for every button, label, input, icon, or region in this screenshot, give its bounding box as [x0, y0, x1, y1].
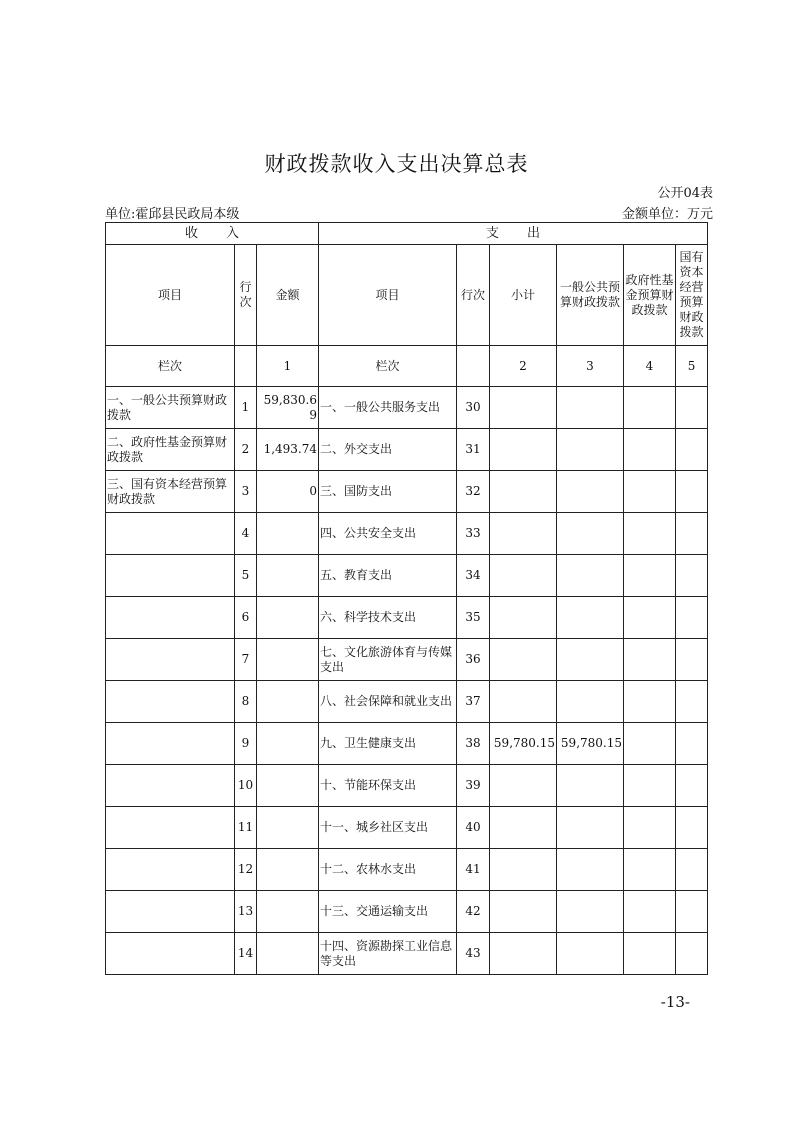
expense-row-no-cell: 32 — [457, 471, 490, 513]
general-budget-cell — [557, 597, 624, 639]
expense-row-no-cell: 30 — [457, 387, 490, 429]
income-item-cell: 二、政府性基金预算财政拨款 — [106, 429, 235, 471]
fund-budget-cell — [624, 849, 676, 891]
header-income-item: 项目 — [106, 245, 235, 346]
budget-summary-table — [105, 222, 708, 975]
col-empty — [235, 346, 257, 387]
header-income-row-no: 行次 — [235, 245, 257, 346]
fund-budget-cell — [624, 639, 676, 681]
expense-row-no-cell: 37 — [457, 681, 490, 723]
fund-budget-cell — [624, 891, 676, 933]
table-row — [106, 387, 708, 429]
expense-row-no-cell: 41 — [457, 849, 490, 891]
income-amount-cell — [257, 639, 319, 681]
income-amount-cell: 59,830.69 — [257, 387, 319, 429]
table-row — [106, 765, 708, 807]
fund-budget-cell — [624, 387, 676, 429]
expense-section-label: 支出 — [486, 226, 569, 241]
table-row — [106, 597, 708, 639]
fund-budget-cell — [624, 723, 676, 765]
page-title: 财政拨款收入支出决算总表 — [264, 152, 529, 176]
income-row-no-cell: 10 — [235, 765, 257, 807]
section-header-row — [106, 223, 708, 245]
fund-budget-cell — [624, 429, 676, 471]
general-budget-cell — [557, 933, 624, 975]
expense-row-no-cell: 36 — [457, 639, 490, 681]
table-row — [106, 891, 708, 933]
subtotal-cell — [490, 597, 557, 639]
state-capital-cell — [676, 807, 708, 849]
amount-unit: 金额单位：万元 — [621, 207, 713, 222]
income-amount-cell: 0 — [257, 471, 319, 513]
income-row-no-cell: 14 — [235, 933, 257, 975]
subtotal-cell — [490, 513, 557, 555]
expense-item-cell: 十、节能环保支出 — [319, 765, 457, 807]
income-amount-cell — [257, 723, 319, 765]
expense-row-no-cell: 33 — [457, 513, 490, 555]
subtotal-cell — [490, 429, 557, 471]
income-amount-cell — [257, 807, 319, 849]
income-amount-cell — [257, 555, 319, 597]
table-row — [106, 807, 708, 849]
income-section-header — [106, 223, 319, 245]
col-number-2: 2 — [490, 346, 557, 387]
income-amount-cell — [257, 891, 319, 933]
expense-row-no-cell: 34 — [457, 555, 490, 597]
income-amount-cell — [257, 513, 319, 555]
general-budget-cell — [557, 429, 624, 471]
header-subtotal: 小计 — [490, 245, 557, 346]
fund-budget-cell — [624, 471, 676, 513]
income-amount-cell — [257, 597, 319, 639]
income-section-label: 收入 — [184, 226, 267, 241]
header-expense-row-no: 行次 — [457, 245, 490, 346]
expense-row-no-cell: 35 — [457, 597, 490, 639]
general-budget-cell — [557, 765, 624, 807]
subtotal-cell — [490, 471, 557, 513]
table-row — [106, 555, 708, 597]
income-row-no-cell: 7 — [235, 639, 257, 681]
expense-section-header — [319, 223, 708, 245]
income-row-no-cell: 9 — [235, 723, 257, 765]
fund-budget-cell — [624, 513, 676, 555]
column-header-row — [106, 245, 708, 346]
table-row — [106, 723, 708, 765]
expense-item-cell: 十二、农林水支出 — [319, 849, 457, 891]
general-budget-cell — [557, 639, 624, 681]
general-budget-cell — [557, 513, 624, 555]
income-amount-cell — [257, 681, 319, 723]
state-capital-cell — [676, 849, 708, 891]
fund-budget-cell — [624, 555, 676, 597]
state-capital-cell — [676, 597, 708, 639]
table-row — [106, 933, 708, 975]
general-budget-cell — [557, 555, 624, 597]
state-capital-cell — [676, 891, 708, 933]
expense-row-no-cell: 40 — [457, 807, 490, 849]
header-fund-budget: 政府性基金预算财政拨款 — [624, 245, 676, 346]
col-number-5: 5 — [676, 346, 708, 387]
column-number-row — [106, 346, 708, 387]
state-capital-cell — [676, 555, 708, 597]
income-item-cell — [106, 555, 235, 597]
expense-item-cell: 一、一般公共服务支出 — [319, 387, 457, 429]
income-item-cell — [106, 765, 235, 807]
fund-budget-cell — [624, 765, 676, 807]
income-row-no-cell: 2 — [235, 429, 257, 471]
subtotal-cell — [490, 933, 557, 975]
fund-budget-cell — [624, 933, 676, 975]
col-number-3: 3 — [557, 346, 624, 387]
expense-item-cell: 六、科学技术支出 — [319, 597, 457, 639]
expense-item-cell: 七、文化旅游体育与传媒支出 — [319, 639, 457, 681]
subtotal-cell — [490, 849, 557, 891]
expense-row-no-cell: 42 — [457, 891, 490, 933]
general-budget-cell — [557, 471, 624, 513]
col-empty — [457, 346, 490, 387]
expense-item-cell: 十三、交通运输支出 — [319, 891, 457, 933]
state-capital-cell — [676, 723, 708, 765]
income-row-no-cell: 3 — [235, 471, 257, 513]
expense-row-no-cell: 39 — [457, 765, 490, 807]
general-budget-cell — [557, 387, 624, 429]
income-row-no-cell: 12 — [235, 849, 257, 891]
subtotal-cell — [490, 555, 557, 597]
income-row-no-cell: 1 — [235, 387, 257, 429]
income-row-no-cell: 11 — [235, 807, 257, 849]
table-row — [106, 513, 708, 555]
general-budget-cell — [557, 807, 624, 849]
state-capital-cell — [676, 429, 708, 471]
expense-item-cell: 三、国防支出 — [319, 471, 457, 513]
state-capital-cell — [676, 765, 708, 807]
state-capital-cell — [676, 933, 708, 975]
expense-row-no-cell: 31 — [457, 429, 490, 471]
income-amount-cell — [257, 849, 319, 891]
fund-budget-cell — [624, 681, 676, 723]
header-expense-item: 项目 — [319, 245, 457, 346]
table-row — [106, 471, 708, 513]
state-capital-cell — [676, 681, 708, 723]
general-budget-cell — [557, 849, 624, 891]
subtotal-cell — [490, 681, 557, 723]
subtotal-cell — [490, 807, 557, 849]
income-item-cell: 一、一般公共预算财政拨款 — [106, 387, 235, 429]
state-capital-cell — [676, 639, 708, 681]
reporting-unit: 单位:霍邱县民政局本级 — [105, 207, 240, 222]
expense-item-cell: 十四、资源勘探工业信息等支出 — [319, 933, 457, 975]
table-row — [106, 639, 708, 681]
income-row-no-cell: 4 — [235, 513, 257, 555]
table-row — [106, 849, 708, 891]
subtotal-cell — [490, 891, 557, 933]
income-item-cell — [106, 597, 235, 639]
income-row-no-cell: 5 — [235, 555, 257, 597]
fund-budget-cell — [624, 597, 676, 639]
general-budget-cell — [557, 891, 624, 933]
income-item-cell — [106, 681, 235, 723]
income-item-cell — [106, 807, 235, 849]
header-state-capital-budget: 国有资本经营预算财政拨款 — [676, 245, 708, 346]
fund-budget-cell — [624, 807, 676, 849]
form-number: 公开04表 — [657, 186, 713, 201]
table-row — [106, 681, 708, 723]
header-general-budget: 一般公共预算财政拨款 — [557, 245, 624, 346]
income-item-cell — [106, 639, 235, 681]
expense-item-cell: 四、公共安全支出 — [319, 513, 457, 555]
general-budget-cell: 59,780.15 — [557, 723, 624, 765]
income-item-cell — [106, 933, 235, 975]
income-item-cell — [106, 723, 235, 765]
subtotal-cell — [490, 639, 557, 681]
expense-item-cell: 十一、城乡社区支出 — [319, 807, 457, 849]
subtotal-cell — [490, 387, 557, 429]
income-amount-cell — [257, 765, 319, 807]
expense-item-cell: 九、卫生健康支出 — [319, 723, 457, 765]
general-budget-cell — [557, 681, 624, 723]
state-capital-cell — [676, 387, 708, 429]
subtotal-cell: 59,780.15 — [490, 723, 557, 765]
header-income-amount: 金额 — [257, 245, 319, 346]
col-label-income: 栏次 — [106, 346, 235, 387]
subtotal-cell — [490, 765, 557, 807]
income-item-cell — [106, 849, 235, 891]
page-number: -13- — [660, 993, 690, 1011]
income-item-cell — [106, 891, 235, 933]
income-amount-cell: 1,493.74 — [257, 429, 319, 471]
col-number-4: 4 — [624, 346, 676, 387]
income-row-no-cell: 13 — [235, 891, 257, 933]
col-number-1: 1 — [257, 346, 319, 387]
col-label-expense: 栏次 — [319, 346, 457, 387]
expense-item-cell: 五、教育支出 — [319, 555, 457, 597]
table-row — [106, 429, 708, 471]
income-item-cell: 三、国有资本经营预算财政拨款 — [106, 471, 235, 513]
income-amount-cell — [257, 933, 319, 975]
expense-row-no-cell: 38 — [457, 723, 490, 765]
income-row-no-cell: 8 — [235, 681, 257, 723]
income-row-no-cell: 6 — [235, 597, 257, 639]
income-item-cell — [106, 513, 235, 555]
expense-item-cell: 八、社会保障和就业支出 — [319, 681, 457, 723]
state-capital-cell — [676, 513, 708, 555]
expense-row-no-cell: 43 — [457, 933, 490, 975]
table-body — [106, 223, 708, 975]
state-capital-cell — [676, 471, 708, 513]
expense-item-cell: 二、外交支出 — [319, 429, 457, 471]
